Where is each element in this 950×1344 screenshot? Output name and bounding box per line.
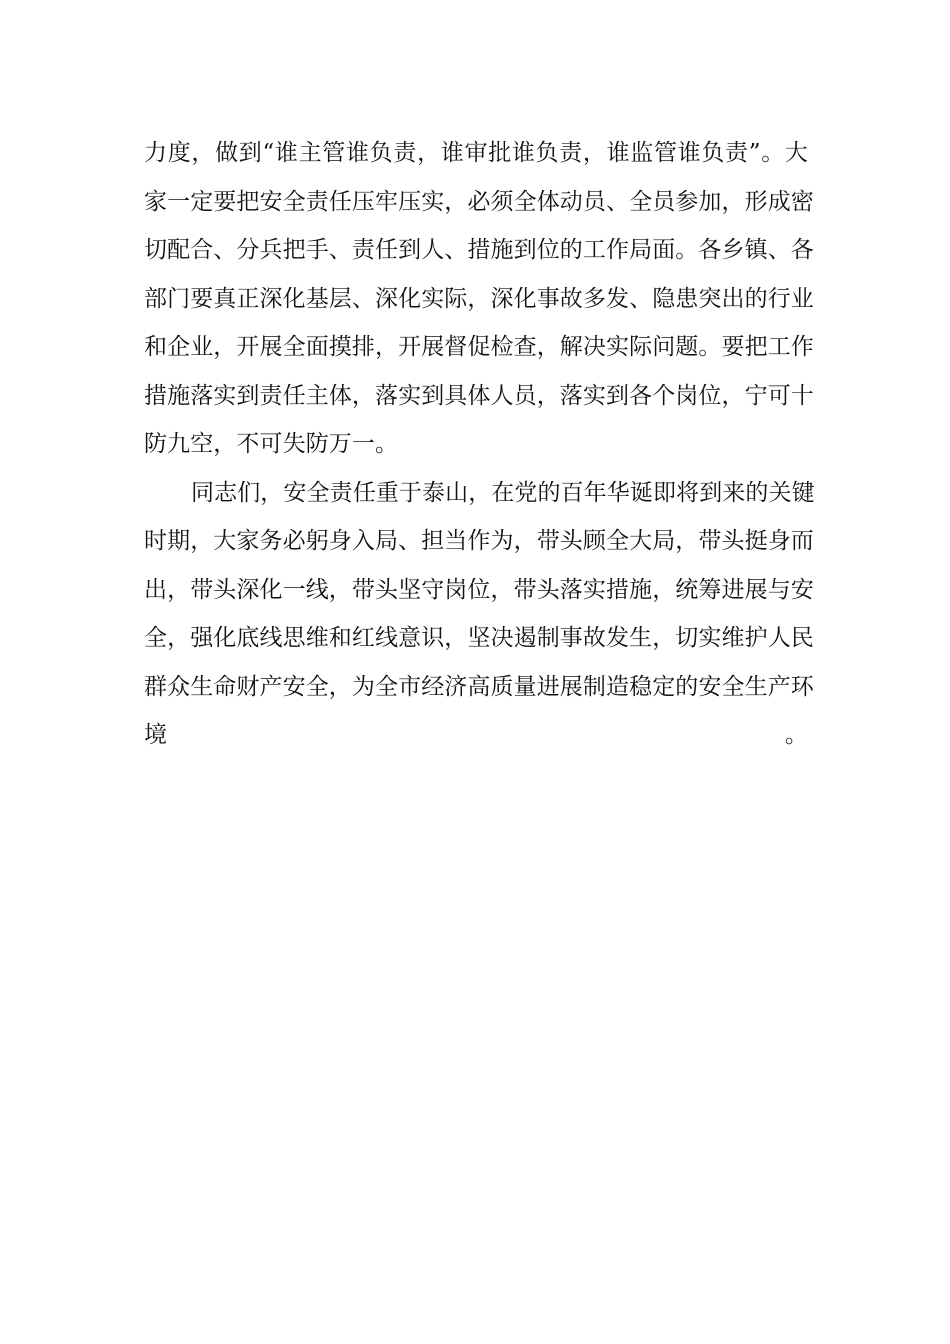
text-line: 和企业，开展全面摸排，开展督促检查，解决实际问题。要把工作: [144, 334, 814, 360]
text-line: 境。: [144, 722, 808, 748]
paragraph-2: [144, 469, 815, 809]
text-line: 时期，大家务必躬身入局、担当作为，带头顾全大局，带头挺身而: [144, 528, 814, 554]
body-text: [144, 129, 815, 808]
text-line: 全，强化底线思维和红线意识，坚决遏制事故发生，切实维护人民: [144, 625, 814, 651]
paragraph-1: [144, 129, 814, 469]
text-line: 家一定要把安全责任压牢压实，必须全体动员、全员参加，形成密: [144, 188, 814, 215]
text-line: 出，带头深化一线，带头坚守岗位，带头落实措施，统筹进展与安: [144, 576, 814, 603]
text-line: 同志们，安全责任重于泰山，在党的百年华诞即将到来的关键: [191, 479, 815, 506]
text-line: 措施落实到责任主体，落实到具体人员，落实到各个岗位，宁可十: [144, 382, 814, 409]
text-line: [144, 760, 808, 809]
text-line: 群众生命财产安全，为全市经济高质量进展制造稳定的安全生产环: [144, 673, 814, 700]
text-line: 切配合、分兵把手、责任到人、措施到位的工作局面。各乡镇、各: [144, 237, 814, 263]
text-line: 部门要真正深化基层、深化实际，深化事故多发、隐患突出的行业: [144, 285, 814, 312]
text-line: 力度，做到“谁主管谁负责，谁审批谁负责，谁监管谁负责”。大: [144, 140, 808, 166]
text-line: 防九空，不可失防万一。: [144, 431, 399, 457]
